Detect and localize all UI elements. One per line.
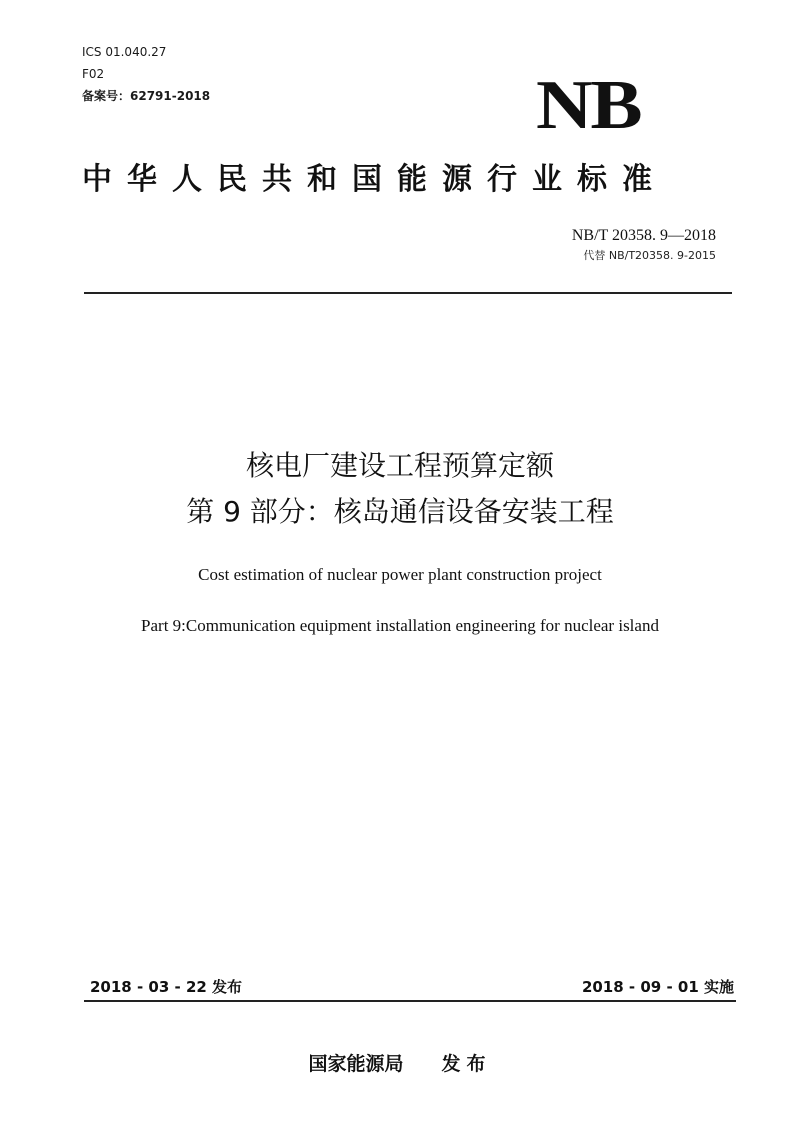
ics-code: ICS 01.040.27 (82, 45, 167, 59)
issue-date: 2018 - 03 - 22 发布 (90, 978, 243, 996)
publisher-agency: 国家能源局 (308, 1053, 404, 1075)
standard-type-heading: 中华人民共和国能源行业标准 (82, 162, 667, 197)
record-number: 备案号：62791-2018 (82, 89, 211, 103)
header-divider (84, 292, 732, 294)
nb-logo: NB (536, 67, 641, 144)
title-en-line2: Part 9:Communication equipment installation engineering for nuclear island (141, 616, 659, 635)
publisher-line (0, 1050, 800, 1078)
replaces-standard: 代替 NB/T20358. 9-2015 (583, 249, 716, 262)
title-zh-line2: 第 9 部分：核岛通信设备安装工程 (186, 495, 614, 528)
title-en-line1: Cost estimation of nuclear power plant construction project (198, 565, 602, 584)
footer-divider (84, 1000, 736, 1002)
classification-code: F02 (82, 67, 105, 81)
standard-number: NB/T 20358. 9—2018 (571, 227, 716, 244)
implementation-date: 2018 - 09 - 01 实施 (581, 978, 734, 996)
publisher-action: 发布 (441, 1053, 492, 1075)
title-zh-line1: 核电厂建设工程预算定额 (245, 449, 554, 482)
